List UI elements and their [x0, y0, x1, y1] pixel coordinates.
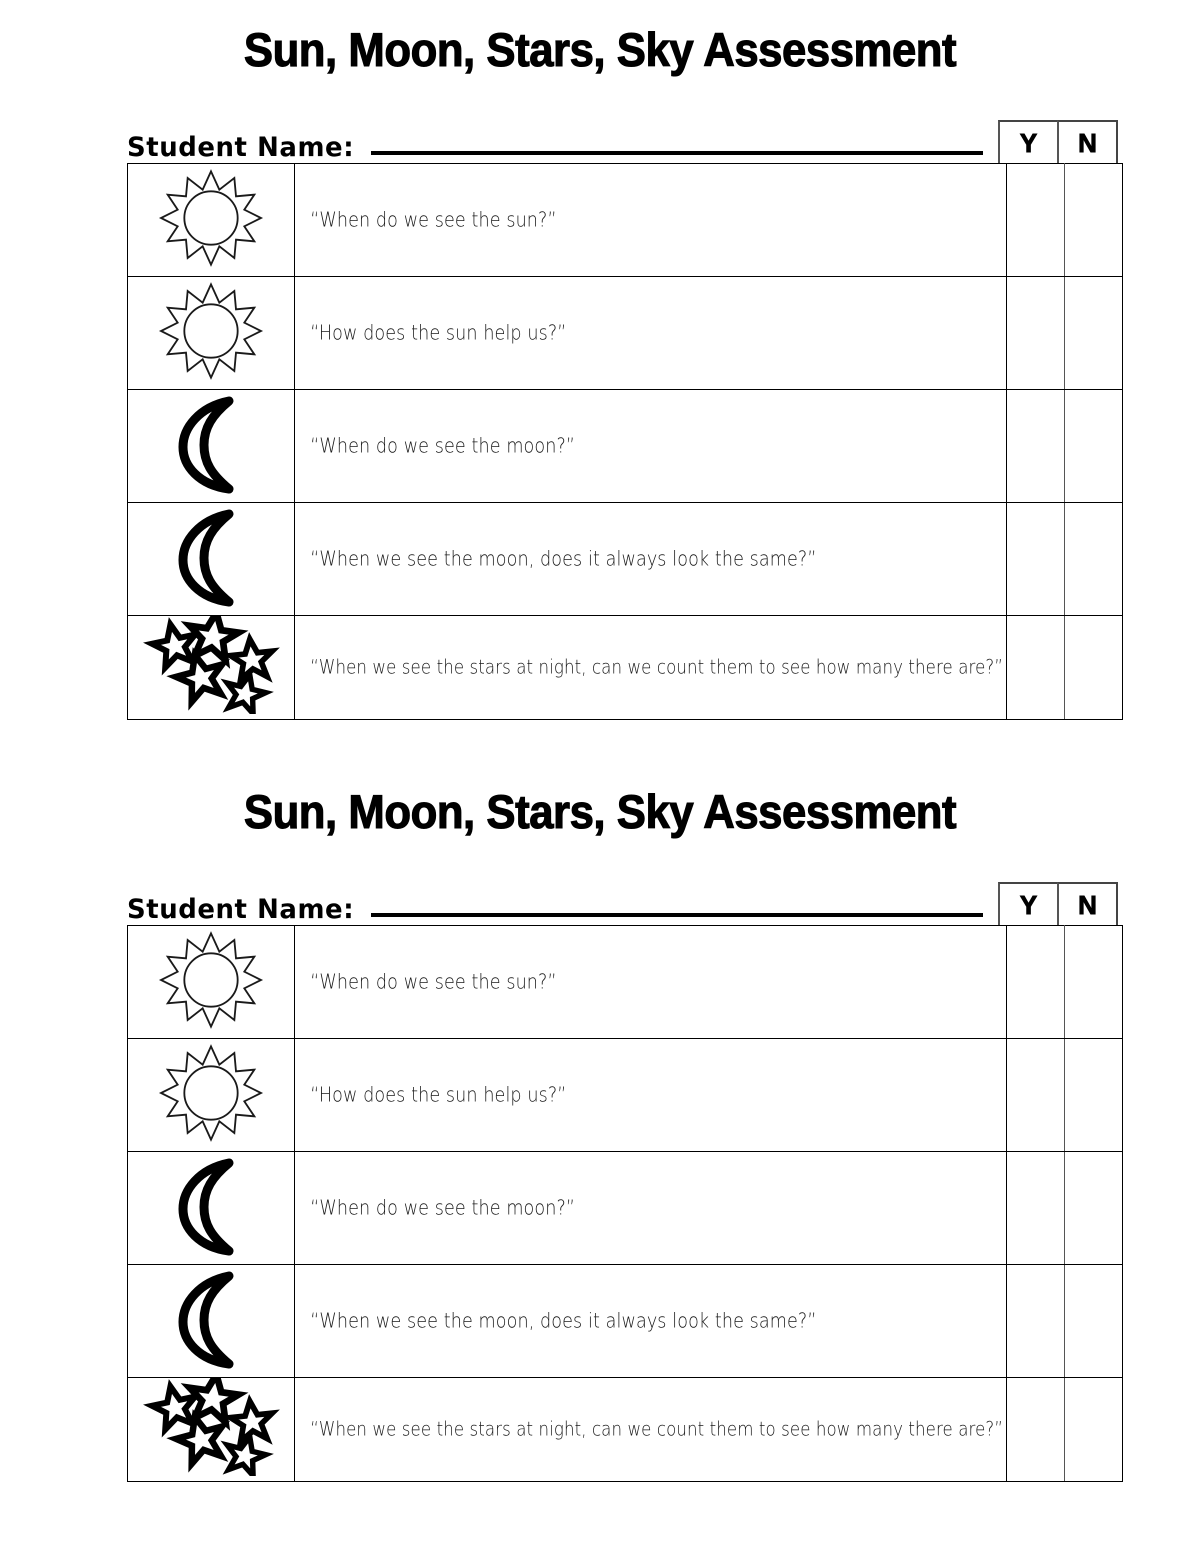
student-name-input[interactable]	[371, 913, 983, 917]
answer-cell-yes[interactable]	[1007, 1378, 1065, 1482]
moon-icon	[171, 507, 251, 607]
question-cell	[295, 277, 1007, 390]
table-row	[128, 277, 1123, 390]
answer-cell-no[interactable]	[1065, 616, 1123, 720]
sun-icon	[155, 930, 267, 1030]
answer-cell-yes[interactable]	[1007, 277, 1065, 390]
student-name-input[interactable]	[371, 151, 983, 155]
moon-icon	[171, 1269, 251, 1369]
icon-cell	[128, 926, 295, 1039]
question-cell	[295, 1265, 1007, 1378]
student-name-row	[127, 120, 1118, 164]
icon-cell	[128, 1378, 295, 1482]
question-cell	[295, 1039, 1007, 1152]
question-text: “When do we see the sun?”	[310, 970, 557, 994]
column-header-yes: Y	[998, 882, 1057, 926]
answer-cell-no[interactable]	[1065, 390, 1123, 503]
student-name-label: Student Name:	[127, 894, 355, 925]
icon-cell	[128, 503, 295, 616]
student-name-label: Student Name:	[127, 132, 355, 163]
question-cell	[295, 390, 1007, 503]
icon-cell	[128, 1152, 295, 1265]
answer-cell-no[interactable]	[1065, 1152, 1123, 1265]
table-row	[128, 1039, 1123, 1152]
answer-cell-no[interactable]	[1065, 164, 1123, 277]
answer-cell-yes[interactable]	[1007, 926, 1065, 1039]
stars-icon	[141, 616, 281, 714]
icon-cell	[128, 1039, 295, 1152]
yes-no-header	[998, 120, 1118, 164]
title-container	[0, 23, 1200, 76]
question-cell	[295, 926, 1007, 1039]
answer-cell-yes[interactable]	[1007, 1152, 1065, 1265]
question-cell	[295, 616, 1007, 720]
icon-cell	[128, 164, 295, 277]
icon-cell	[128, 616, 295, 720]
page-title: Sun, Moon, Stars, Sky Assessment	[243, 23, 957, 76]
table-row	[128, 1265, 1123, 1378]
table-row	[128, 616, 1123, 720]
title-container	[0, 785, 1200, 838]
question-text: “When do we see the sun?”	[310, 208, 557, 232]
stars-icon	[141, 1378, 281, 1476]
assessment-table	[127, 925, 1123, 1482]
answer-cell-no[interactable]	[1065, 1265, 1123, 1378]
question-cell	[295, 1378, 1007, 1482]
yes-no-header	[998, 882, 1118, 926]
page-title: Sun, Moon, Stars, Sky Assessment	[243, 785, 957, 838]
answer-cell-no[interactable]	[1065, 1378, 1123, 1482]
answer-cell-yes[interactable]	[1007, 503, 1065, 616]
answer-cell-yes[interactable]	[1007, 1265, 1065, 1378]
table-row	[128, 390, 1123, 503]
table-row	[128, 164, 1123, 277]
question-text: “How does the sun help us?”	[310, 1083, 567, 1107]
table-row	[128, 1378, 1123, 1482]
icon-cell	[128, 1265, 295, 1378]
question-text: “When do we see the moon?”	[310, 1196, 576, 1220]
table-row	[128, 926, 1123, 1039]
table-row	[128, 503, 1123, 616]
answer-cell-yes[interactable]	[1007, 164, 1065, 277]
icon-cell	[128, 277, 295, 390]
question-text: “When do we see the moon?”	[310, 434, 576, 458]
column-header-yes: Y	[998, 120, 1057, 164]
question-text: “When we see the stars at night, can we count them to see how many there are?”	[310, 1418, 1004, 1441]
table-row	[128, 1152, 1123, 1265]
question-cell	[295, 1152, 1007, 1265]
answer-cell-no[interactable]	[1065, 503, 1123, 616]
sun-icon	[155, 168, 267, 268]
question-text: “When we see the moon, does it always look the same?”	[310, 547, 817, 571]
question-text: “When we see the moon, does it always look the same?”	[310, 1309, 817, 1333]
assessment-table	[127, 163, 1123, 720]
answer-cell-yes[interactable]	[1007, 390, 1065, 503]
moon-icon	[171, 1156, 251, 1256]
question-text: “How does the sun help us?”	[310, 321, 567, 345]
column-header-no: N	[1057, 120, 1118, 164]
answer-cell-yes[interactable]	[1007, 1039, 1065, 1152]
answer-cell-no[interactable]	[1065, 277, 1123, 390]
question-cell	[295, 164, 1007, 277]
question-cell	[295, 503, 1007, 616]
answer-cell-no[interactable]	[1065, 1039, 1123, 1152]
sun-icon	[155, 281, 267, 381]
student-name-row	[127, 882, 1118, 926]
sun-icon	[155, 1043, 267, 1143]
moon-icon	[171, 394, 251, 494]
column-header-no: N	[1057, 882, 1118, 926]
icon-cell	[128, 390, 295, 503]
answer-cell-yes[interactable]	[1007, 616, 1065, 720]
question-text: “When we see the stars at night, can we count them to see how many there are?”	[310, 656, 1004, 679]
answer-cell-no[interactable]	[1065, 926, 1123, 1039]
